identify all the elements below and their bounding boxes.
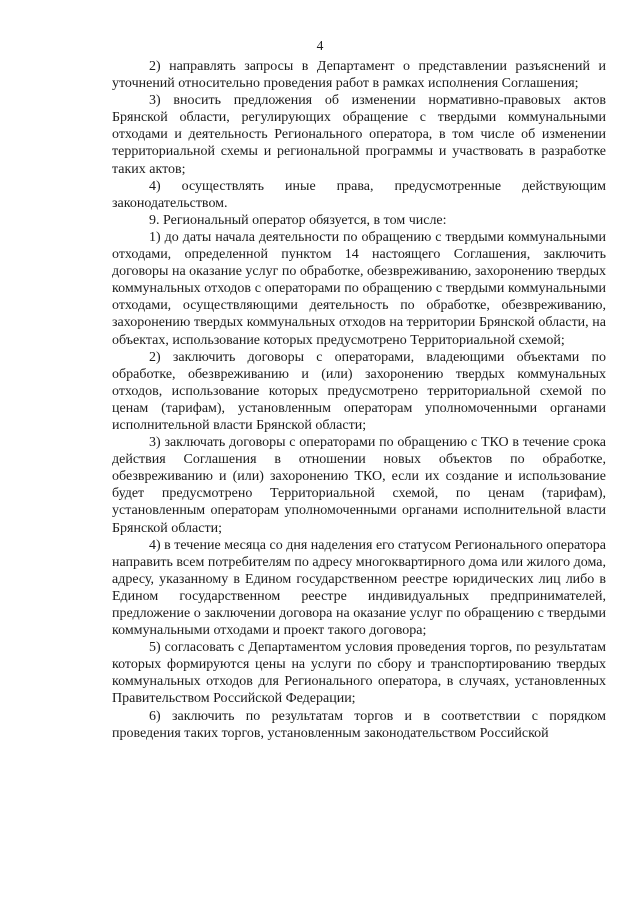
paragraph-obligation-2: 2) заключить договоры с операторами, владеющими объектами по обработке, обезвреживанию и (или) захоронению твердых коммунальных отходов, использование которых предусмотрено территориальной схемой по ценам (тарифам), установленным операторам уполномоченными органами исполнительной власти Брянской области; [112,349,606,433]
paragraph-rights-2: 2) направлять запросы в Департамент о представлении разъяснений и уточнений относительно проведения работ в рамках исполнения Соглашения; [112,59,606,92]
paragraph-obligation-1: 1) до даты начала деятельности по обращению с твердыми коммунальными отходами, определенной пунктом 14 настоящего Соглашения, заключить договоры на оказание услуг по обработке, обезвреживанию, захоронению твердых коммунальных отходов с операторами по обращению с твердыми коммунальными отходами, осуществляющими деятельность по обработке, обезвреживанию, захоронению твердых коммунальных отходов на территории Брянской области, на объектах, использование которых предусмотрено Территориальной схемой; [112,229,606,348]
paragraph-obligation-5: 5) согласовать с Департаментом условия проведения торгов, по результатам которых формируются цены на услуги по сбору и транспортированию твердых коммунальных отходов для Регионального оператора, в случаях, установленных Правительством Российской Федерации; [112,640,606,707]
document-body [112,58,606,742]
paragraph-rights-4: 4) осуществлять иные права, предусмотренные действующим законодательством. [112,178,606,211]
paragraph-rights-3: 3) вносить предложения об изменении нормативно-правовых актов Брянской области, регулирующих обращение с твердыми коммунальными отходами и деятельность Регионального оператора, в том числе об изменении территориальной схемы и региональной программы и участвовать в разработке таких актов; [112,93,606,177]
paragraph-obligation-6: 6) заключить по результатам торгов и в соответствии с порядком проведения таких торгов, установленным законодательством Российской [112,708,606,741]
paragraph-obligation-3: 3) заключать договоры с операторами по обращению с ТКО в течение срока действия Соглашения в отношении новых объектов по обработке, обезвреживанию и (или) захоронению ТКО, если их создание и использование будет предусмотрено Территориальной схемой, по ценам (тарифам), установленным операторам уполномоченными органами исполнительной власти Брянской области; [112,435,606,536]
paragraph-section-9-heading: 9. Региональный оператор обязуется, в том числе: [149,212,447,228]
page-number: 4 [316,38,324,53]
paragraph-obligation-4: 4) в течение месяца со дня наделения его статусом Регионального оператора направить всем потребителям по адресу многоквартирного дома или жилого дома, адресу, указанному в Едином государственном реестре юридических лиц либо в Едином государственном реестре индивидуальных предпринимателей, предложение о заключении договора на оказание услуг по обращению с твердыми коммунальными отходами и проект такого договора; [112,537,606,639]
